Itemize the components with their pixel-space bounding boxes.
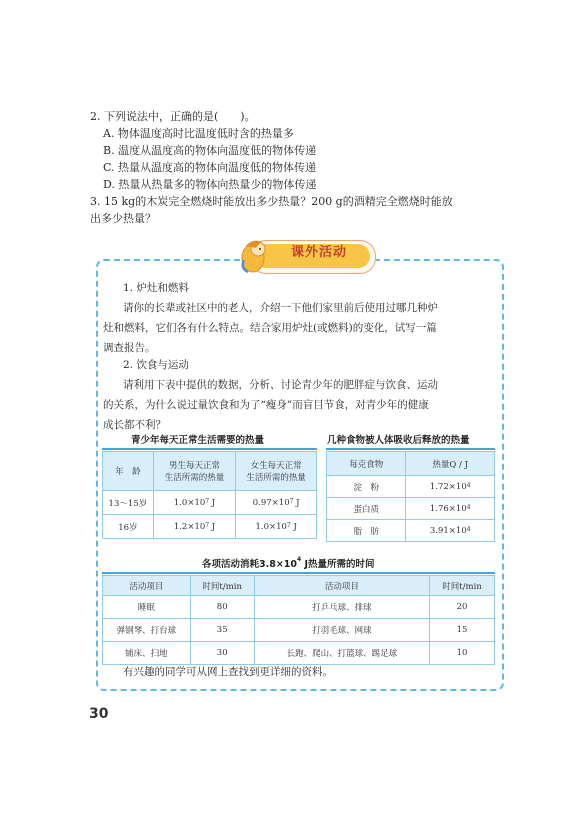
daily-energy-table [102,451,317,539]
caption-prefix: 各项活动消耗3.8×10 [202,559,298,570]
coefficient: 3.91×10 [429,525,467,536]
question-2-option-d: D. 热量从热量多的物体向热量少的物体传递 [103,178,317,191]
header-female-line-1: 女生每天正常 [250,461,302,471]
activity-item-1-line-2: 灶和燃料，它们各有什么特点。结合家用炉灶(或燃料)的变化，试写一篇 [103,322,437,334]
time-cell: 10 [430,642,495,665]
food-energy-table [326,451,495,542]
unit: J [290,521,297,532]
activity-closing-note: 有兴趣的同学可从网上查找到更详细的资料。 [123,666,333,678]
exponent: 4 [466,481,471,489]
food-cell: 淀 粉 [327,476,406,498]
activity-cell: 打羽毛球、网球 [254,619,429,642]
activity-item-1-line-3: 调查报告。 [103,342,156,354]
exponent: 7 [286,521,291,529]
table-row [327,476,495,498]
table-1-caption: 青少年每天正常生活需要的热量 [131,435,265,446]
unit: J [209,521,216,532]
activity-cell: 睡眠 [103,596,191,619]
male-energy-cell [153,515,236,539]
table-row [327,520,495,542]
energy-cell [406,498,495,520]
question-3-line-1: 3. 15 kg的木炭完全燃烧时能放出多少热量？200 g的酒精完全燃烧时能放 [90,195,453,208]
question-2-option-a: A. 物体温度高时比温度低时含的热量多 [103,127,294,140]
exponent: 4 [466,503,471,511]
header-age: 年 龄 [103,452,154,491]
activity-item-2-line-3: 成长都不利？ [103,419,166,431]
header-female-line-2: 生活所需的热量 [246,473,306,483]
header-male [153,452,236,491]
unit: J [209,497,216,508]
exponent: 7 [289,497,294,505]
header-time-left: 时间t/min [190,576,254,596]
exponent: 4 [466,525,471,533]
table-1-rule [102,448,317,450]
header-time-right: 时间t/min [430,576,495,596]
table-row [327,498,495,520]
age-cell: 16岁 [103,515,154,539]
coefficient: 1.76×10 [429,503,467,514]
page-number: 30 [89,706,109,722]
table-2-rule [326,448,495,450]
activity-cell: 弹钢琴、打台球 [103,619,191,642]
energy-cell [406,476,495,498]
coefficient: 0.97×10 [252,497,290,508]
female-energy-cell [236,515,317,539]
activity-item-2-line-2: 的关系，为什么说过量饮食和为了“瘦身”而盲目节食，对青少年的健康 [103,399,429,411]
mascot-icon [238,238,272,276]
time-cell: 80 [190,596,254,619]
activity-item-1-title: 1. 炉灶和燃料 [123,282,189,294]
question-2-stem: 2. 下列说法中，正确的是( )。 [90,110,256,123]
activity-cell: 长跑、爬山、打篮球、踢足球 [254,642,429,665]
header-food: 每克食物 [327,452,406,476]
table-row [103,619,495,642]
header-activity-left: 活动项目 [103,576,191,596]
table-2-caption: 几种食物被人体吸收后释放的热量 [327,435,470,446]
activity-cell: 打乒乓球、排球 [254,596,429,619]
unit: J [293,497,300,508]
table-row [103,515,317,539]
activity-banner-title: 课外活动 [290,245,347,260]
activity-item-2-title: 2. 饮食与运动 [123,359,189,371]
female-energy-cell [236,491,317,515]
time-cell: 15 [430,619,495,642]
exponent: 7 [205,497,210,505]
activity-item-1-line-1: 请你的长辈或社区中的老人，介绍一下他们家里前后使用过哪几种炉 [123,302,438,314]
table-row [103,596,495,619]
time-cell: 20 [430,596,495,619]
header-male-line-1: 男生每天正常 [169,461,221,471]
time-cell: 35 [190,619,254,642]
caption-suffix: J热量所需的时间 [301,559,375,570]
activity-time-table [102,575,495,665]
time-cell: 30 [190,642,254,665]
food-cell: 蛋白质 [327,498,406,520]
coefficient: 1.2×10 [173,521,206,532]
question-2-option-b: B. 温度从温度高的物体向温度低的物体传递 [103,144,317,157]
activity-cell: 铺床、扫地 [103,642,191,665]
table-row [103,491,317,515]
coefficient: 1.72×10 [429,481,467,492]
exponent: 7 [205,521,210,529]
question-3-line-2: 出多少热量？ [90,212,156,225]
activity-item-2-line-1: 请利用下表中提供的数据，分析、讨论青少年的肥胖症与饮食、运动 [123,379,438,391]
table-3-caption [202,556,375,570]
age-cell: 13～15岁 [103,491,154,515]
coefficient: 1.0×10 [255,521,287,532]
table-3-rule [102,572,495,574]
food-cell: 脂 肪 [327,520,406,542]
question-2-option-c: C. 热量从温度高的物体向温度低的物体传递 [103,161,317,174]
coefficient: 1.0×10 [173,497,206,508]
caption-exponent: 4 [297,556,302,563]
energy-cell [406,520,495,542]
male-energy-cell [153,491,236,515]
header-activity-right: 活动项目 [254,576,429,596]
header-male-line-2: 生活所需的热量 [164,473,225,483]
header-female [236,452,317,491]
header-energy: 热量Q / J [406,452,495,476]
